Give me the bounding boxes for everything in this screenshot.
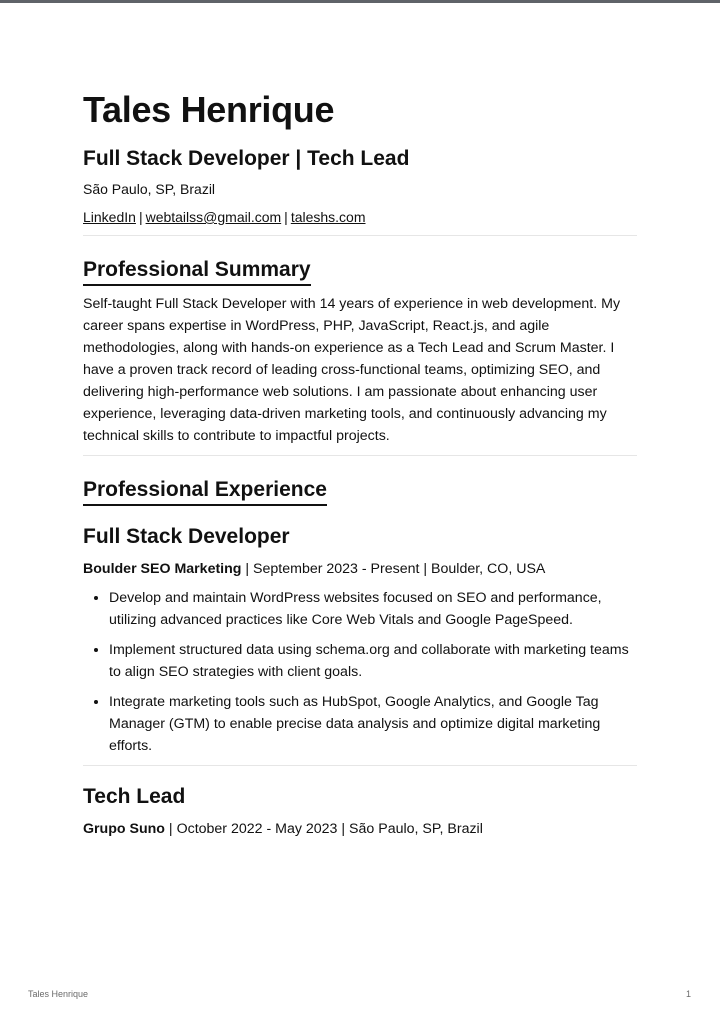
job-company: Grupo Suno bbox=[83, 821, 165, 837]
job-entry bbox=[83, 524, 637, 757]
job-bullets bbox=[83, 587, 637, 757]
job-role: Full Stack Developer bbox=[83, 525, 290, 548]
job-entry bbox=[83, 784, 637, 839]
contact-separator: | bbox=[138, 209, 143, 225]
job-location: Boulder, CO, USA bbox=[431, 561, 546, 577]
meta-separator: | bbox=[168, 821, 177, 837]
meta-separator: | bbox=[423, 561, 432, 577]
summary-text: Self-taught Full Stack Developer with 14 years of experience in web development. My career spans expertise in WordPress, PHP, JavaScript, React.js, and agile methodologies, along with hands-on experience as a Tech Lead and Scrum Master. I have a proven track record of leading cross-functional teams, optimizing SEO, and delivering high-performance web solutions. I am passionate about enhancing user experience, leveraging data-driven marketing tools, and continuously advancing my technical skills to contribute to impactful projects. bbox=[83, 296, 621, 444]
job-bullet: • Integrate marketing tools such as HubSpot, Google Analytics, and Google Tag Manager (GTM) to enable precise data analysis and optimize digital marketing efforts. bbox=[109, 691, 637, 757]
job-bullet: • Develop and maintain WordPress websites focused on SEO and performance, utilizing advanced practices like Core Web Vitals and Google PageSpeed. bbox=[109, 587, 637, 631]
email-link[interactable]: webtailss@gmail.com bbox=[145, 209, 282, 225]
resume-page bbox=[83, 88, 637, 839]
job-company: Boulder SEO Marketing bbox=[83, 561, 242, 577]
job-period: September 2023 - Present bbox=[253, 561, 420, 577]
section-divider bbox=[83, 765, 637, 766]
job-period: October 2022 - May 2023 bbox=[176, 821, 338, 837]
summary-heading: Professional Summary bbox=[83, 257, 311, 286]
section-divider bbox=[83, 455, 637, 456]
resume-title: Full Stack Developer | Tech Lead bbox=[83, 147, 410, 170]
footer-name: Tales Henrique bbox=[28, 989, 89, 999]
job-meta bbox=[83, 819, 637, 839]
viewer-top-bar bbox=[0, 0, 720, 3]
website-link[interactable]: taleshs.com bbox=[290, 209, 366, 225]
resume-location: São Paulo, SP, Brazil bbox=[83, 181, 216, 197]
footer-page-number: 1 bbox=[686, 989, 692, 999]
contact-separator: | bbox=[284, 209, 288, 225]
meta-separator: | bbox=[245, 561, 254, 577]
linkedin-link[interactable]: LinkedIn bbox=[83, 209, 136, 225]
experience-heading: Professional Experience bbox=[83, 477, 327, 506]
job-meta bbox=[83, 559, 637, 579]
resume-name: Tales Henrique bbox=[83, 89, 335, 130]
meta-separator: | bbox=[341, 821, 350, 837]
job-location: São Paulo, SP, Brazil bbox=[349, 821, 483, 837]
section-divider bbox=[83, 235, 637, 236]
job-bullet: • Implement structured data using schema.org and collaborate with marketing teams to align SEO strategies with client goals. bbox=[109, 639, 637, 683]
contact-line bbox=[83, 207, 637, 227]
job-role: Tech Lead bbox=[83, 785, 186, 808]
